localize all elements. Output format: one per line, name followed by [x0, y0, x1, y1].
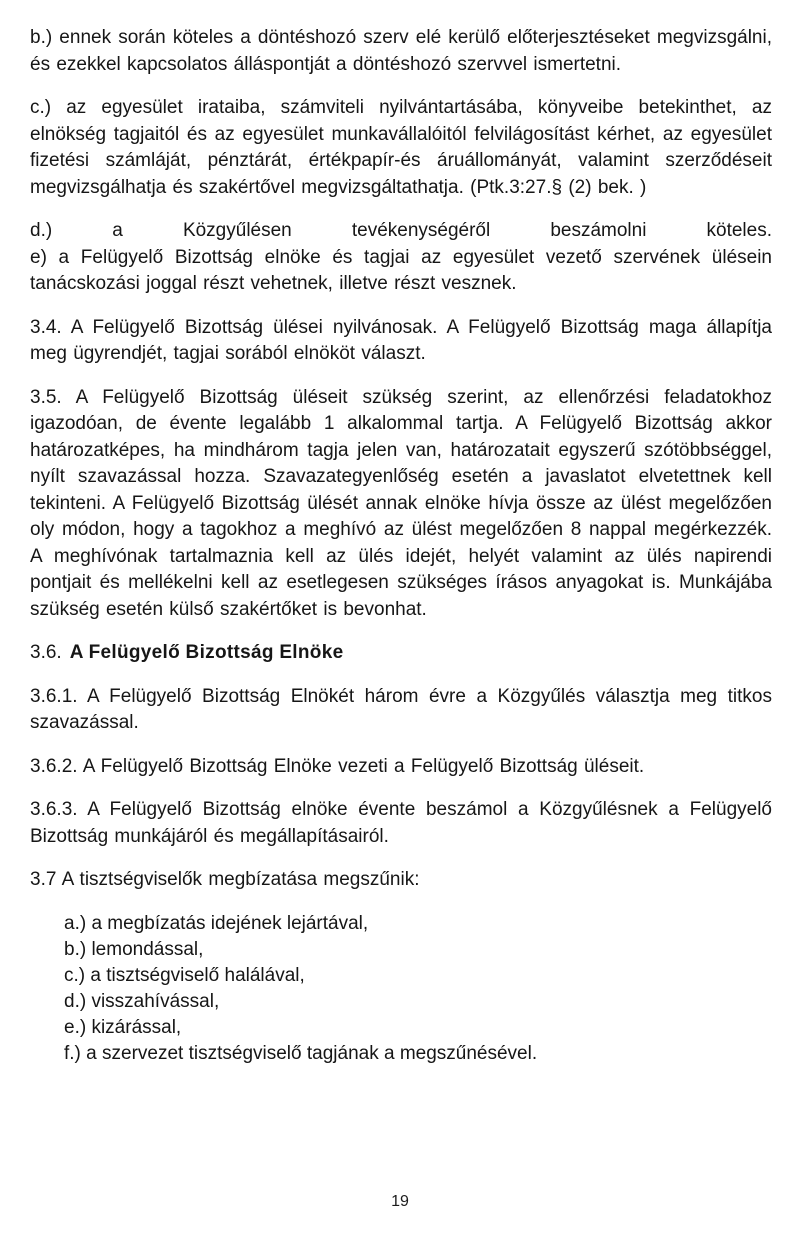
termination-list-item-a: a.) a megbízatás idejének lejártával, — [64, 912, 369, 934]
section-3-6-number: 3.6. — [30, 642, 62, 663]
section-3-6-heading — [30, 640, 772, 667]
paragraph-section-3-6-1: 3.6.1. A Felügyelő Bizottság Elnökét három évre a Közgyűlés választja meg titkos szavazással. — [30, 685, 772, 733]
paragraph-item-c: c.) az egyesület irataiba, számviteli nyilvántartásába, könyveibe betekinthet, az elnökség tagjaitól és az egyesület munkavállalóitól felvilágosítást kérhet, az egyesület fizetési számláját, pénztárát, értékpapír-és áruállományát, valamint szerződéseit megvizsgálhatja és szakértővel megvizsgáltathatja. (Ptk.3:27.§ (2) bek. ) — [30, 97, 772, 198]
paragraph-section-3-6-3: 3.6.3. A Felügyelő Bizottság elnöke évente beszámol a Közgyűlésnek a Felügyelő Bizottság munkájáról és megállapításairól. — [30, 799, 772, 847]
paragraph-group-d-e — [30, 218, 772, 298]
page-number: 19 — [391, 1193, 409, 1210]
termination-list-item-c: c.) a tisztségviselő halálával, — [64, 964, 305, 986]
termination-list-item-d: d.) visszahívással, — [64, 990, 220, 1012]
paragraph-item-e: e) a Felügyelő Bizottság elnöke és tagjai az egyesület vezető szervének ülésein tanácskozási joggal részt vehetnek, illetve részt vesznek. — [30, 246, 772, 294]
section-3-6-title: A Felügyelő Bizottság Elnöke — [69, 642, 344, 663]
paragraph-item-b: b.) ennek során köteles a döntéshozó szerv elé kerülő előterjesztéseket megvizsgálni, és ezekkel kapcsolatos álláspontját a döntéshozó szervvel ismertetni. — [30, 27, 772, 75]
paragraph-section-3-7: 3.7 A tisztségviselők megbízatása megszűnik: — [30, 869, 420, 890]
paragraph-section-3-6-2: 3.6.2. A Felügyelő Bizottság Elnöke vezeti a Felügyelő Bizottság üléseit. — [30, 755, 645, 777]
termination-list-item-b: b.) lemondással, — [64, 938, 204, 960]
termination-list-item-e: e.) kizárással, — [64, 1016, 182, 1038]
paragraph-section-3-4: 3.4. A Felügyelő Bizottság ülései nyilvánosak. A Felügyelő Bizottság maga állapítja meg ügyrendjét, tagjai sorából elnököt választ. — [30, 316, 772, 364]
paragraph-section-3-5: 3.5. A Felügyelő Bizottság üléseit szükség szerint, az ellenőrzési feladatokhoz igazodóan, de évente legalább 1 alkalommal tartja. A Felügyelő Bizottság akkor határozatképes, ha mindhárom tagja jelen van, határozatait egyszerű szótöbbséggel, nyílt szavazással hozza. Szavazategyenlőség esetén a javaslatot elvetettnek kell tekinteni. A Felügyelő Bizottság ülését annak elnöke hívja össze az ülést megelőzően oly módon, hogy a tagokhoz a meghívó az ülést megelőzően 8 nappal megérkezzék. A meghívónak tartalmaznia kell az ülés idejét, helyét valamint az ülés napirendi pontjait és mellékelni kell az esetlegesen szükséges írásos anyagokat is. Munkájába szükség esetén külső szakértőket is bevonhat. — [30, 386, 772, 620]
termination-list-item-f: f.) a szervezet tisztségviselő tagjának a megszűnésével. — [64, 1042, 538, 1064]
termination-list — [30, 911, 772, 1067]
paragraph-item-d: d.) a Közgyűlésen tevékenységéről beszámolni köteles. — [30, 220, 772, 241]
